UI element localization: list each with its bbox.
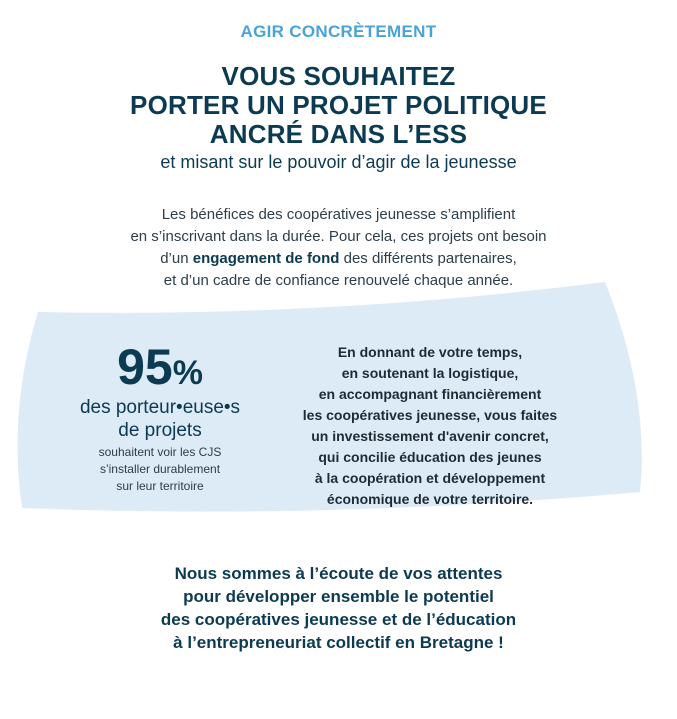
stat-label-line: de projets xyxy=(118,420,202,441)
stat-unit: % xyxy=(172,354,203,392)
banner-text xyxy=(260,342,600,510)
banner-text-line: un investissement d'avenir concret, xyxy=(311,428,549,444)
stat-figure xyxy=(55,338,265,402)
main-headline xyxy=(0,62,677,149)
stat-caption-line: souhaitent voir les CJS xyxy=(98,445,222,459)
intro-line: et d’un cadre de confiance renouvelé chaque année. xyxy=(163,272,514,289)
closing-line: à l’entrepreneuriat collectif en Bretagne ! xyxy=(173,633,504,652)
intro-line xyxy=(0,248,677,270)
intro-emphasis: engagement de fond xyxy=(192,250,340,267)
closing-line: Nous sommes à l’écoute de vos attentes xyxy=(174,564,503,583)
closing-line: des coopératives jeunesse et de l’éducation xyxy=(160,610,517,629)
intro-line: en s’inscrivant dans la durée. Pour cela, ces projets ont besoin xyxy=(130,228,547,245)
headline-line: ANCRÉ DANS L’ESS xyxy=(209,119,468,149)
stat-caption xyxy=(40,444,280,495)
stat-label-line: des porteur•euse•s xyxy=(79,397,241,418)
stat-label xyxy=(40,396,280,442)
stat-caption-line: s’installer durablement xyxy=(99,462,221,476)
banner-text-line: à la coopération et développement xyxy=(314,470,546,486)
stat-number: 95 xyxy=(117,339,173,395)
banner-text-line: les coopératives jeunesse, vous faites xyxy=(302,407,558,423)
banner-text-line: qui concilie éducation des jeunes xyxy=(318,449,542,465)
headline-line: VOUS SOUHAITEZ xyxy=(221,61,456,91)
intro-line: Les bénéfices des coopératives jeunesse s’amplifient xyxy=(161,206,516,223)
closing-statement xyxy=(0,562,677,654)
headline-line: PORTER UN PROJET POLITIQUE xyxy=(130,90,547,120)
subheadline: et misant sur le pouvoir d’agir de la jeunesse xyxy=(160,152,517,172)
intro-text: des différents partenaires, xyxy=(339,250,517,267)
banner-text-line: en accompagnant financièrement xyxy=(318,386,542,402)
banner-text-line: en soutenant la logistique, xyxy=(341,365,519,381)
intro-text: d’un xyxy=(160,250,193,267)
closing-line: pour développer ensemble le potentiel xyxy=(183,587,494,606)
banner-text-line: En donnant de votre temps, xyxy=(337,344,523,360)
eyebrow-title: AGIR CONCRÈTEMENT xyxy=(240,22,437,41)
intro-paragraph xyxy=(0,204,677,292)
banner-text-line: économique de votre territoire. xyxy=(326,491,534,507)
stat-caption-line: sur leur territoire xyxy=(116,479,204,493)
